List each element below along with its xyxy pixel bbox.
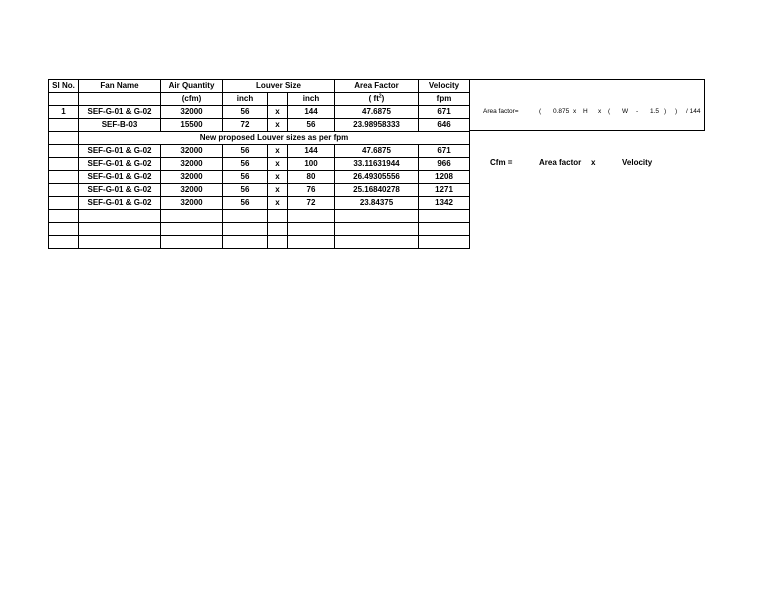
unit-area-open: ( ft: [368, 94, 379, 103]
area-factor-formula-box[interactable]: [469, 79, 705, 131]
formula-times: x: [573, 108, 577, 115]
unit-velocity[interactable]: fpm: [419, 93, 470, 106]
cell-times[interactable]: x: [268, 106, 288, 119]
cell-width[interactable]: 56: [223, 145, 268, 158]
formula-coefficient: 0.875: [553, 108, 570, 115]
cell-height[interactable]: 76: [288, 184, 335, 197]
cell-empty[interactable]: [335, 236, 419, 249]
formula-open-paren: (: [539, 108, 542, 115]
cfm-times: x: [591, 158, 596, 167]
empty-row: [49, 210, 470, 223]
unit-cell[interactable]: [79, 93, 161, 106]
cfm-label: Cfm =: [490, 158, 513, 167]
cell-empty[interactable]: [419, 210, 470, 223]
cell-width[interactable]: 56: [223, 197, 268, 210]
table-row: [49, 145, 470, 158]
unit-area-superscript: 2: [378, 93, 382, 100]
cell-height[interactable]: 56: [288, 119, 335, 132]
unit-cell[interactable]: [49, 93, 79, 106]
cell-times[interactable]: x: [268, 184, 288, 197]
formula-width-var: W: [622, 108, 629, 115]
cell-cfm[interactable]: 15500: [161, 119, 223, 132]
empty-row: [49, 223, 470, 236]
cell-fan[interactable]: SEF-G-01 & G-02: [79, 171, 161, 184]
cell-empty[interactable]: [49, 236, 79, 249]
cell-empty[interactable]: [79, 223, 161, 236]
unit-area-close: ): [381, 94, 385, 103]
unit-louver-width[interactable]: inch: [223, 93, 268, 106]
cell-fan[interactable]: SEF-G-01 & G-02: [79, 158, 161, 171]
header-sl-no[interactable]: Sl No.: [49, 80, 79, 93]
cell-empty[interactable]: [49, 223, 79, 236]
cell-area[interactable]: 47.6875: [335, 106, 419, 119]
formula-divisor: / 144: [686, 108, 701, 115]
cell-empty[interactable]: [79, 236, 161, 249]
cell-sl[interactable]: [49, 197, 79, 210]
cell-area[interactable]: 47.6875: [335, 145, 419, 158]
cell-empty[interactable]: [268, 236, 288, 249]
cell-width[interactable]: 56: [223, 184, 268, 197]
formula-subtrahend: 1.5: [650, 108, 660, 115]
cell-empty[interactable]: [288, 210, 335, 223]
cell-velocity[interactable]: 1271: [419, 184, 470, 197]
cfm-term-velocity: Velocity: [622, 158, 653, 167]
cell-empty[interactable]: [49, 132, 79, 145]
cell-width[interactable]: 72: [223, 119, 268, 132]
unit-louver-height[interactable]: inch: [288, 93, 335, 106]
cell-velocity[interactable]: 1342: [419, 197, 470, 210]
header-velocity[interactable]: Velocity: [419, 80, 470, 93]
unit-cfm[interactable]: (cfm): [161, 93, 223, 106]
cell-fan[interactable]: SEF-G-01 & G-02: [79, 106, 161, 119]
table-row: [49, 184, 470, 197]
proposed-section-title[interactable]: New proposed Louver sizes as per fpm: [79, 132, 470, 145]
cell-sl[interactable]: [49, 184, 79, 197]
cell-empty[interactable]: [335, 223, 419, 236]
header-fan-name[interactable]: Fan Name: [79, 80, 161, 93]
cell-area[interactable]: 25.16840278: [335, 184, 419, 197]
cell-velocity[interactable]: 671: [419, 106, 470, 119]
cell-empty[interactable]: [161, 236, 223, 249]
header-air-quantity[interactable]: Air Quantity: [161, 80, 223, 93]
cell-height[interactable]: 72: [288, 197, 335, 210]
formula-close-paren: ): [664, 108, 667, 115]
cell-empty[interactable]: [335, 210, 419, 223]
table-row: [49, 158, 470, 171]
cell-height[interactable]: 144: [288, 106, 335, 119]
table-row: [49, 171, 470, 184]
cell-times[interactable]: x: [268, 171, 288, 184]
cell-empty[interactable]: [288, 236, 335, 249]
table-row: [49, 119, 470, 132]
cell-empty[interactable]: [268, 210, 288, 223]
cell-cfm[interactable]: 32000: [161, 197, 223, 210]
cell-cfm[interactable]: 32000: [161, 184, 223, 197]
formula-label: Area factor=: [483, 108, 519, 115]
cell-area[interactable]: 33.11631944: [335, 158, 419, 171]
louver-calculation-table: [48, 79, 470, 249]
units-row: [49, 93, 470, 106]
cell-cfm[interactable]: 32000: [161, 158, 223, 171]
cell-empty[interactable]: [419, 236, 470, 249]
cell-cfm[interactable]: 32000: [161, 145, 223, 158]
formula-close-paren: ): [675, 108, 678, 115]
header-louver-size[interactable]: Louver Size: [223, 80, 335, 93]
cell-empty[interactable]: [223, 223, 268, 236]
cell-sl[interactable]: [49, 171, 79, 184]
cell-velocity[interactable]: 1208: [419, 171, 470, 184]
cell-sl[interactable]: 1: [49, 106, 79, 119]
empty-row: [49, 236, 470, 249]
cell-fan[interactable]: SEF-G-01 & G-02: [79, 197, 161, 210]
unit-area[interactable]: [335, 93, 419, 106]
cell-empty[interactable]: [268, 223, 288, 236]
cell-times[interactable]: x: [268, 158, 288, 171]
cell-area[interactable]: 26.49305556: [335, 171, 419, 184]
cell-height[interactable]: 80: [288, 171, 335, 184]
cell-sl[interactable]: [49, 119, 79, 132]
cell-times[interactable]: x: [268, 119, 288, 132]
cell-sl[interactable]: [49, 158, 79, 171]
header-row: [49, 80, 470, 93]
cell-empty[interactable]: [223, 236, 268, 249]
formula-open-paren: (: [608, 108, 611, 115]
formula-minus: -: [636, 108, 639, 115]
cell-width[interactable]: 56: [223, 106, 268, 119]
table-row: [49, 197, 470, 210]
formula-height-var: H: [583, 108, 588, 115]
cell-empty[interactable]: [419, 223, 470, 236]
cell-empty[interactable]: [161, 210, 223, 223]
cell-empty[interactable]: [49, 210, 79, 223]
cell-fan[interactable]: SEF-G-01 & G-02: [79, 184, 161, 197]
cell-width[interactable]: 56: [223, 158, 268, 171]
cell-times[interactable]: x: [268, 197, 288, 210]
cell-area[interactable]: 23.98958333: [335, 119, 419, 132]
cell-empty[interactable]: [223, 210, 268, 223]
cell-fan[interactable]: SEF-B-03: [79, 119, 161, 132]
area-factor-formula: [483, 108, 702, 115]
cell-height[interactable]: 100: [288, 158, 335, 171]
cell-fan[interactable]: SEF-G-01 & G-02: [79, 145, 161, 158]
cell-sl[interactable]: [49, 145, 79, 158]
table-row: [49, 106, 470, 119]
cell-empty[interactable]: [161, 223, 223, 236]
unit-cell[interactable]: [268, 93, 288, 106]
cell-velocity[interactable]: 966: [419, 158, 470, 171]
cell-cfm[interactable]: 32000: [161, 106, 223, 119]
formula-times: x: [598, 108, 602, 115]
proposed-title-row: [49, 132, 470, 145]
cell-width[interactable]: 56: [223, 171, 268, 184]
header-area-factor[interactable]: Area Factor: [335, 80, 419, 93]
cell-cfm[interactable]: 32000: [161, 171, 223, 184]
cell-empty[interactable]: [288, 223, 335, 236]
cell-empty[interactable]: [79, 210, 161, 223]
cell-velocity[interactable]: 671: [419, 145, 470, 158]
cell-velocity[interactable]: 646: [419, 119, 470, 132]
cell-height[interactable]: 144: [288, 145, 335, 158]
cell-times[interactable]: x: [268, 145, 288, 158]
cell-area[interactable]: 23.84375: [335, 197, 419, 210]
cfm-term-area-factor: Area factor: [539, 158, 582, 167]
